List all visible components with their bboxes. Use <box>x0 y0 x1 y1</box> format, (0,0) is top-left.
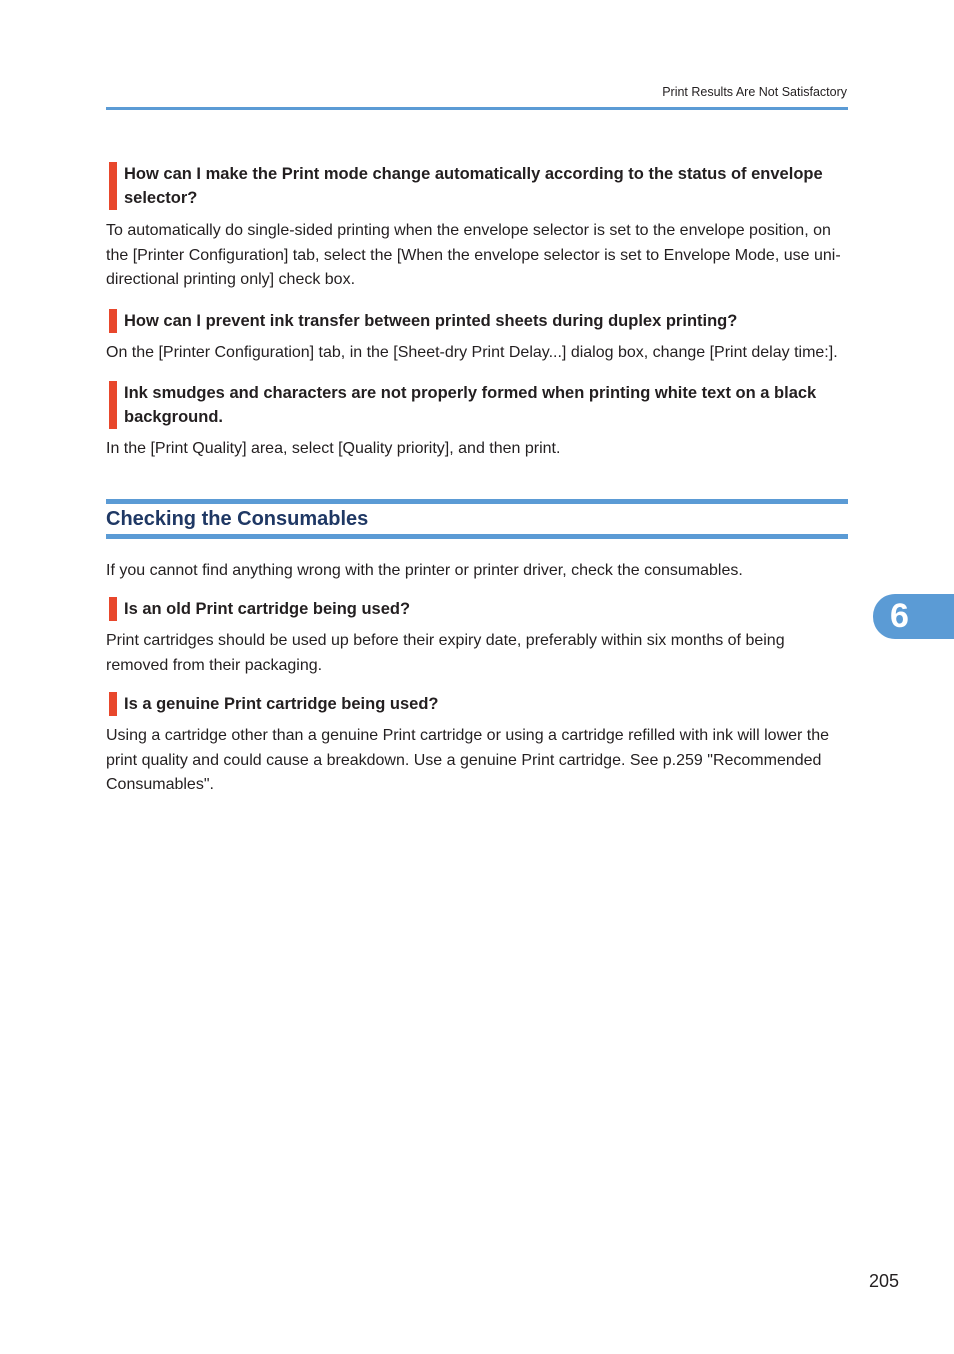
section-intro: If you cannot find anything wrong with the printer or printer driver, check the consumables. <box>106 561 743 579</box>
answer-paragraph: In the [Print Quality] area, select [Quality priority], and then print. <box>106 440 561 457</box>
question-heading <box>106 692 848 716</box>
chapter-thumb-tab[interactable]: 6 <box>873 594 954 639</box>
red-marker-bar <box>109 309 117 333</box>
answer-paragraph: To automatically do single-sided printing when the envelope selector is set to the envelope position, on the [Printer Configuration] tab, select the [When the envelope selector is set to Envelope Mode, use uni-directional printing only] check box. <box>106 222 841 288</box>
question-heading <box>106 597 848 621</box>
answer-paragraph: Using a cartridge other than a genuine Print cartridge or using a cartridge refilled with ink will lower the print quality and could cause a breakdown. Use a genuine Print cartridge. See p.259 "Recommended Consumables". <box>106 727 830 793</box>
question-text: Is an old Print cartridge being used? <box>124 600 411 618</box>
header-rule <box>106 107 848 110</box>
running-header: Print Results Are Not Satisfactory <box>662 85 847 99</box>
red-marker-bar <box>109 381 117 429</box>
question-text: How can I make the Print mode change automatically according to the status of envelope selector? <box>124 165 823 207</box>
page-content <box>106 162 848 798</box>
question-text: Ink smudges and characters are not properly formed when printing white text on a black background. <box>124 384 817 426</box>
page-number: 205 <box>868 1271 899 1291</box>
question-heading <box>106 309 848 333</box>
answer-paragraph: Print cartridges should be used up before their expiry date, preferably within six months of being removed from their packaging. <box>106 632 785 674</box>
question-heading <box>106 162 848 210</box>
question-text: Is a genuine Print cartridge being used? <box>124 695 439 713</box>
red-marker-bar <box>109 597 117 621</box>
question-text: How can I prevent ink transfer between printed sheets during duplex printing? <box>124 311 738 330</box>
answer-paragraph: On the [Printer Configuration] tab, in the [Sheet-dry Print Delay...] dialog box, change [Print delay time:]. <box>106 343 838 361</box>
section-title: Checking the Consumables <box>106 499 848 539</box>
red-marker-bar <box>109 692 117 716</box>
red-marker-bar <box>109 162 117 210</box>
question-heading <box>106 381 848 429</box>
